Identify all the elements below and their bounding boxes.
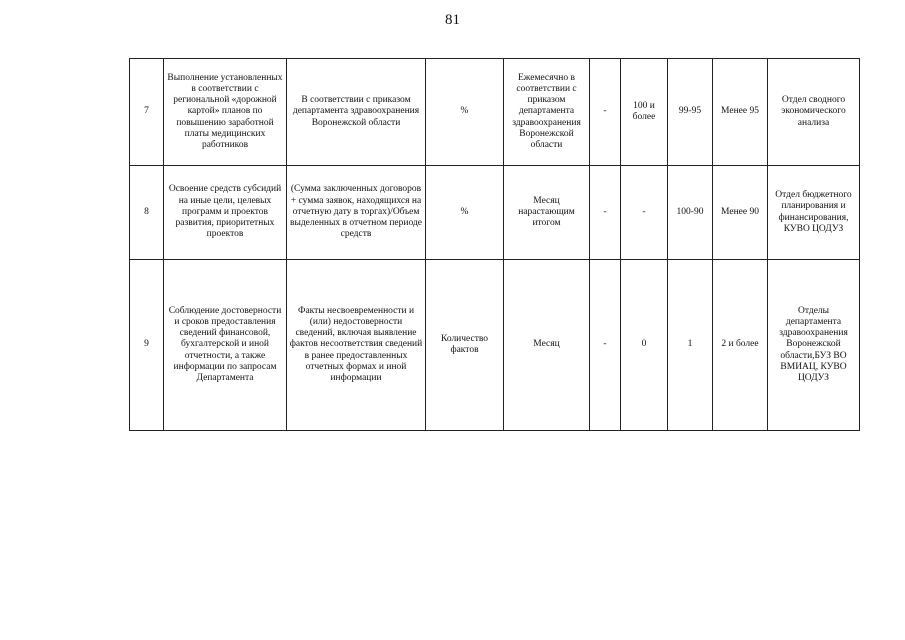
row-number: 8 <box>130 166 164 260</box>
value-1: - <box>590 166 621 260</box>
value-4: Менее 90 <box>713 166 768 260</box>
row-number: 7 <box>130 59 164 166</box>
value-1: - <box>590 59 621 166</box>
indicator-name: Выполнение установленных в соответствии с региональной «дорожной картой» планов по повышению заработной платы медицинских работников <box>164 59 287 166</box>
value-1: - <box>590 260 621 431</box>
calculation-method: Факты несвоевременности и (или) недостоверности сведений, включая выявление фактов несоответствия сведений в ранее предоставленных отчетных формах и иной информации <box>287 260 426 431</box>
period: Ежемесячно в соответствии с приказом департамента здравоохранения Воронежской области <box>504 59 590 166</box>
table-row <box>130 59 860 166</box>
value-2: 0 <box>621 260 668 431</box>
value-3: 100-90 <box>668 166 713 260</box>
row-number: 9 <box>130 260 164 431</box>
value-2: 100 и более <box>621 59 668 166</box>
value-3: 1 <box>668 260 713 431</box>
indicator-name: Соблюдение достоверности и сроков предоставления сведений финансовой, бухгалтерской и иной отчетности, а также информации по запросам Департамента <box>164 260 287 431</box>
calculation-method: В соответствии с приказом департамента здравоохранения Воронежской области <box>287 59 426 166</box>
unit: % <box>426 166 504 260</box>
page-number: 81 <box>445 12 460 28</box>
value-4: 2 и более <box>713 260 768 431</box>
period: Месяц <box>504 260 590 431</box>
period: Месяц нарастающим итогом <box>504 166 590 260</box>
responsible: Отдел сводного экономического анализа <box>768 59 860 166</box>
responsible: Отделы департамента здравоохранения Воронежской области,БУЗ ВО ВМИАЦ, КУВО ЦОДУЗ <box>768 260 860 431</box>
table-row <box>130 260 860 431</box>
responsible: Отдел бюджетного планирования и финансирования, КУВО ЦОДУЗ <box>768 166 860 260</box>
table-row <box>130 166 860 260</box>
value-3: 99-95 <box>668 59 713 166</box>
value-2: - <box>621 166 668 260</box>
value-4: Менее 95 <box>713 59 768 166</box>
unit: % <box>426 59 504 166</box>
calculation-method: (Сумма заключенных договоров + сумма заявок, находящихся на отчетную дату в торгах)/Объем выделенных в отчетном периоде средств <box>287 166 426 260</box>
indicator-name: Освоение средств субсидий на иные цели, целевых программ и проектов развития, приоритетных проектов <box>164 166 287 260</box>
indicators-table <box>129 58 860 431</box>
unit: Количество фактов <box>426 260 504 431</box>
